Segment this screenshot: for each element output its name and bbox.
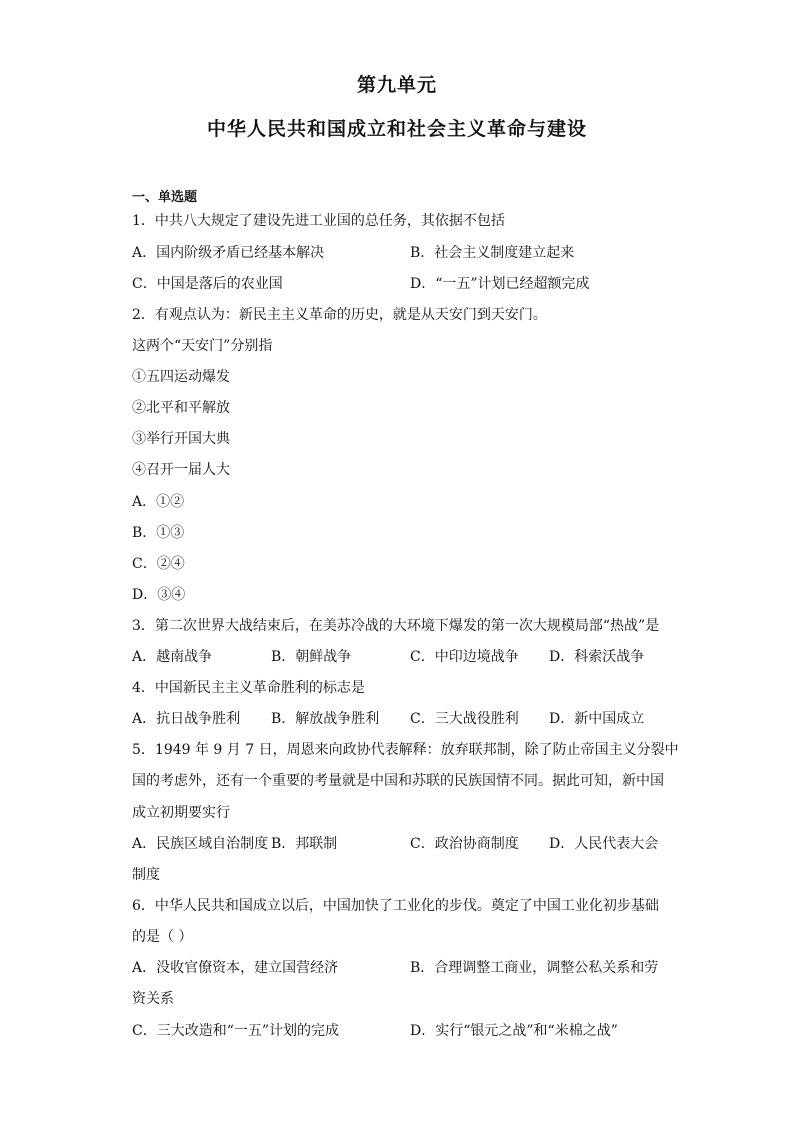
q5-option-d: D．人民代表大会 (549, 836, 659, 852)
q1-option-a: A．国内阶级矛盾已经基本解决 (132, 245, 325, 261)
q1-option-c: C．中国是落后的农业国 (132, 276, 283, 292)
question-6-stem-line2: 的是（ ） (132, 929, 193, 945)
section-heading: 一、单选题 (132, 190, 198, 205)
question-2-stem-cont: 这两个“天安门”分别指 (132, 338, 273, 354)
q6-option-a: A．没收官僚资本，建立国营经济 (132, 960, 339, 976)
question-5-stem-line3: 成立初期要实行 (132, 805, 230, 821)
q2-item-1: ①五四运动爆发 (132, 369, 230, 385)
q4-option-d: D．新中国成立 (549, 711, 645, 727)
question-6-stem-line1: 6．中华人民共和国成立以后，中国加快了工业化的步伐。奠定了中国工业化初步基础 (132, 898, 659, 914)
q6-option-b: B．合理调整工商业，调整公私关系和劳 (410, 960, 659, 976)
question-5-stem-line2: 国的考虑外，还有一个重要的考量就是中国和苏联的民族国情不同。据此可知，新中国 (132, 773, 664, 789)
q2-option-c: C．②④ (132, 556, 185, 572)
q2-item-2: ②北平和平解放 (132, 400, 230, 416)
q1-option-b: B．社会主义制度建立起来 (410, 245, 575, 261)
q5-option-c: C．政治协商制度 (410, 836, 519, 852)
q3-option-b: B．朝鲜战争 (271, 649, 352, 665)
unit-title: 第九单元 (356, 74, 437, 96)
q1-option-d: D．“一五”计划已经超额完成 (410, 276, 590, 292)
question-4-stem: 4．中国新民主主义革命胜利的标志是 (132, 680, 365, 696)
q2-item-4: ④召开一届人大 (132, 462, 230, 478)
q6-option-c: C．三大改造和“一五”计划的完成 (132, 1023, 340, 1039)
q6-option-d: D．实行“银元之战”和“米棉之战” (410, 1023, 618, 1039)
q5-option-a: A．民族区域自治制度 (132, 836, 269, 852)
q2-option-b: B．①③ (132, 525, 185, 541)
q3-option-a: A．越南战争 (132, 649, 213, 665)
q4-option-c: C．三大战役胜利 (410, 711, 519, 727)
q3-option-d: D．科索沃战争 (549, 649, 645, 665)
q2-option-a: A．①② (132, 494, 185, 510)
question-3-stem: 3．第二次世界大战结束后，在美苏冷战的大环境下爆发的第一次大规模局部“热战”是 (132, 618, 660, 634)
question-5-stem-line1: 5．1949 年 9 月 7 日，周恩来向政协代表解释：放弃联邦制，除了防止帝国主义分裂中 (132, 742, 679, 758)
q2-item-3: ③举行开国大典 (132, 431, 230, 447)
question-2-stem: 2．有观点认为：新民主主义革命的历史，就是从天安门到天安门。 (132, 307, 547, 323)
unit-subtitle: 中华人民共和国成立和社会主义革命与建设 (206, 118, 587, 140)
q5-option-b: B．邦联制 (271, 836, 338, 852)
question-1-stem: 1．中共八大规定了建设先进工业国的总任务，其依据不包括 (132, 213, 505, 229)
q6-option-b-cont: 资关系 (132, 991, 174, 1007)
q2-option-d: D．③④ (132, 587, 186, 603)
q4-option-a: A．抗日战争胜利 (132, 711, 241, 727)
q4-option-b: B．解放战争胜利 (271, 711, 380, 727)
q3-option-c: C．中印边境战争 (410, 649, 519, 665)
q5-option-d-cont: 制度 (132, 867, 160, 883)
